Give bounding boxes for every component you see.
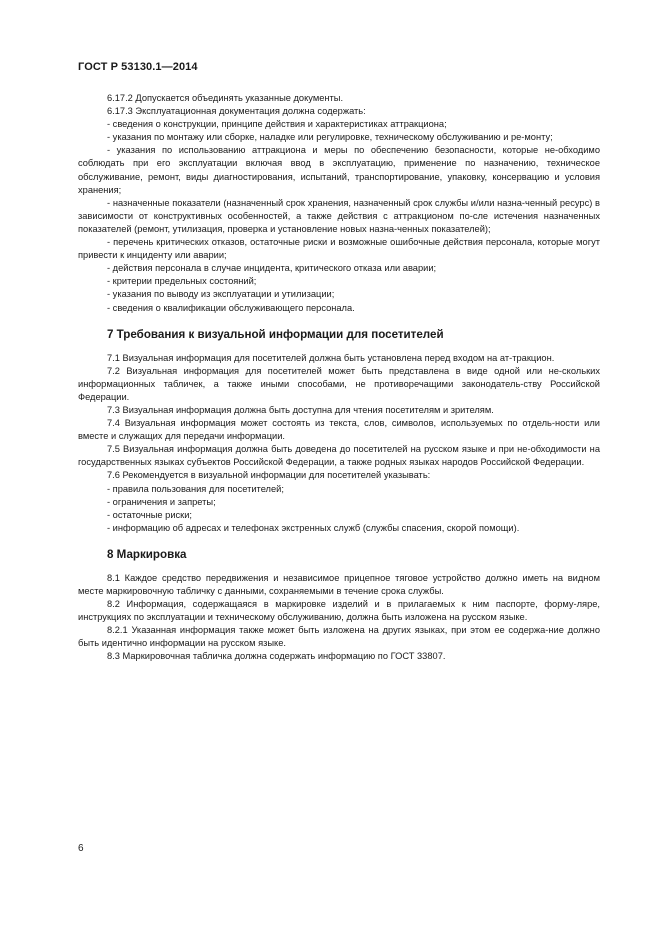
section-7-heading: 7 Требования к визуальной информации для посетителей bbox=[107, 327, 444, 341]
paragraph: 8.2.1 Указанная информация также может быть изложена на других языках, при этом ее содержа-ние должно быть идентично информации на русском языке. bbox=[78, 625, 600, 649]
paragraph: 7.3 Визуальная информация должна быть доступна для чтения посетителям и зрителям. bbox=[107, 404, 494, 415]
paragraph: 8.1 Каждое средство передвижения и независимое прицепное тяговое устройство должно иметь на видном месте маркировочную табличку с данными, сохраняемыми в течение срока службы. bbox=[78, 572, 600, 596]
list-item: - сведения о конструкции, принципе действия и характеристиках аттракциона; bbox=[107, 119, 447, 130]
list-item: - сведения о квалификации обслуживающего персонала. bbox=[107, 302, 355, 313]
section-8-body bbox=[78, 572, 600, 664]
section-6-continuation bbox=[78, 92, 600, 315]
page-number: 6 bbox=[78, 843, 84, 854]
list-item: - действия персонала в случае инцидента, критического отказа или аварии; bbox=[107, 263, 437, 274]
paragraph: 7.5 Визуальная информация должна быть доведена до посетителей на русском языке и при не-обходимости на государственных языках субъектов Российской Федерации, а также родных языках народов Российской Федерации. bbox=[78, 444, 600, 468]
paragraph: 6.17.3 Эксплуатационная документация должна содержать: bbox=[107, 106, 366, 117]
list-item: - ограничения и запреты; bbox=[107, 496, 216, 507]
paragraph: 7.2 Визуальная информация для посетителей может быть представлена в виде одной или не-скольких информационных табличек, а также иными способами, не противоречащими законодатель-ству Российской Федерации. bbox=[78, 365, 600, 402]
section-7-body bbox=[78, 352, 600, 535]
paragraph: 7.6 Рекомендуется в визуальной информации для посетителей указывать: bbox=[107, 470, 431, 481]
list-item: - критерии предельных состояний; bbox=[107, 276, 257, 287]
list-item: - правила пользования для посетителей; bbox=[107, 483, 284, 494]
paragraph: 7.4 Визуальная информация может состоять из текста, слов, символов, используемых по отдель-ности или вместе и служащих для передачи информации. bbox=[78, 418, 600, 442]
list-item: - информацию об адресах и телефонах экстренных служб (службы спасения, скорой помощи). bbox=[107, 522, 520, 533]
list-item: - указания по выводу из эксплуатации и утилизации; bbox=[107, 289, 335, 300]
paragraph: 7.1 Визуальная информация для посетителей должна быть установлена перед входом на ат-тракцион. bbox=[107, 352, 555, 363]
list-item: - назначенные показатели (назначенный срок хранения, назначенный срок службы и/или назна-ченный ресурс) в зависимости от конструктивных особенностей, а также действия с аттракционом по-сле истечения назначенных показателей (ремонт, утилизация, проверка и установление новых назна-ченных показателей); bbox=[78, 197, 600, 234]
list-item: - указания по использованию аттракциона и меры по обеспечению безопасности, которые не-обходимо соблюдать при его эксплуатации включая ввод в эксплуатацию, применение по назначению, техническое обслуживание, ремонт, виды диагностирования, испытаний, транспортирование, упаковку, консервацию и условия хранения; bbox=[78, 145, 600, 195]
page-content bbox=[78, 92, 600, 664]
document-header: ГОСТ Р 53130.1—2014 bbox=[78, 61, 198, 73]
list-item: - перечень критических отказов, остаточные риски и возможные ошибочные действия персонала, которые могут привести к инциденту или аварии; bbox=[78, 237, 600, 261]
paragraph: 8.3 Маркировочная табличка должна содержать информацию по ГОСТ 33807. bbox=[107, 651, 446, 662]
list-item: - указания по монтажу или сборке, наладке или регулировке, техническому обслуживанию и ре-монту; bbox=[107, 132, 553, 143]
list-item: - остаточные риски; bbox=[107, 509, 193, 520]
section-8-heading: 8 Маркировка bbox=[107, 547, 187, 561]
paragraph: 8.2 Информация, содержащаяся в маркировке изделий и в прилагаемых к ним паспорте, форму-ляре, инструкциях по эксплуатации и техническому обслуживанию, должна быть изложена на русском языке. bbox=[78, 599, 600, 623]
paragraph: 6.17.2 Допускается объединять указанные документы. bbox=[107, 93, 344, 103]
